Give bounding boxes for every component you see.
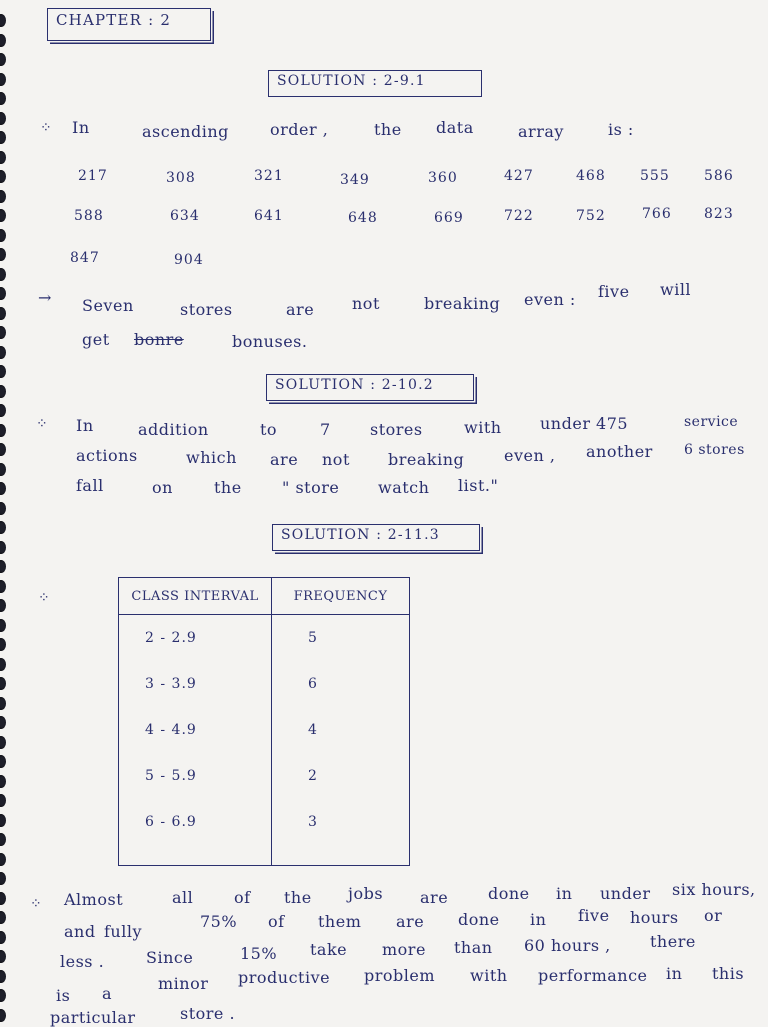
paragraph-word: less . xyxy=(60,952,105,971)
binder-hole xyxy=(0,365,6,378)
solution-2-word: which xyxy=(186,448,237,467)
paragraph-word: in xyxy=(530,910,547,929)
conclusion-word: not xyxy=(352,294,380,313)
paragraph-word: all xyxy=(172,888,194,907)
paragraph-word: Since xyxy=(146,948,194,967)
paragraph-word: than xyxy=(454,938,493,957)
class-interval-cell: 4 - 4.9 xyxy=(145,722,197,738)
paragraph-word: particular xyxy=(50,1008,136,1027)
binder-hole xyxy=(0,950,6,963)
paragraph-word: Almost xyxy=(64,890,124,909)
solution-2-word: stores xyxy=(370,420,423,439)
binder-hole xyxy=(0,970,6,983)
binder-hole xyxy=(0,73,6,86)
paragraph-word: in xyxy=(666,964,683,983)
solution-2-word: not xyxy=(322,450,350,469)
conclusion-word: breaking xyxy=(424,294,501,313)
binder-hole xyxy=(0,755,6,768)
solution-2-word: list." xyxy=(458,476,499,495)
binder-hole xyxy=(0,92,6,105)
binder-hole xyxy=(0,404,6,417)
binder-hole xyxy=(0,911,6,924)
binder-hole xyxy=(0,326,6,339)
binder-hole xyxy=(0,814,6,827)
class-interval-cell: 2 - 2.9 xyxy=(145,630,197,646)
paragraph-word: and xyxy=(64,922,96,941)
binder-hole xyxy=(0,638,6,651)
paragraph-word: under xyxy=(600,884,651,903)
paragraph-word: jobs xyxy=(348,884,384,903)
array-value: 634 xyxy=(170,208,200,224)
solution-2-word: 6 stores xyxy=(684,442,745,458)
paragraph-word: is xyxy=(56,986,71,1005)
arrow-symbol: → xyxy=(38,288,52,307)
paragraph-word: productive xyxy=(238,968,331,987)
binder-hole xyxy=(0,541,6,554)
binder-hole xyxy=(0,14,6,27)
binder-hole xyxy=(0,268,6,281)
binder-hole xyxy=(0,697,6,710)
conclusion-word: get xyxy=(82,330,110,349)
conclusion-word: bonuses. xyxy=(232,332,308,351)
bullet-symbol: ⁘ xyxy=(36,416,48,432)
frequency-cell: 3 xyxy=(308,814,318,830)
binder-hole xyxy=(0,931,6,944)
solution-2-word: " store xyxy=(282,478,340,497)
binder-hole xyxy=(0,989,6,1002)
array-value: 766 xyxy=(642,206,672,222)
binder-holes xyxy=(0,0,14,1024)
binder-hole xyxy=(0,229,6,242)
binder-hole xyxy=(0,424,6,437)
solution-2-word: actions xyxy=(76,446,138,465)
binder-hole xyxy=(0,463,6,476)
array-value: 588 xyxy=(74,208,104,224)
binder-hole xyxy=(0,892,6,905)
binder-hole xyxy=(0,775,6,788)
paragraph-word: this xyxy=(712,964,745,983)
binder-hole xyxy=(0,521,6,534)
array-value: 722 xyxy=(504,208,534,224)
solution-2-word: addition xyxy=(138,420,209,439)
binder-hole xyxy=(0,794,6,807)
paragraph-word: them xyxy=(318,912,362,931)
conclusion-word: are xyxy=(286,300,315,319)
array-value: 669 xyxy=(434,210,464,226)
array-value: 321 xyxy=(254,168,284,184)
array-value: 586 xyxy=(704,168,734,184)
bullet-symbol: ⁘ xyxy=(40,120,52,136)
solution-3-title: SOLUTION : 2-11.3 xyxy=(272,524,480,551)
frequency-cell: 5 xyxy=(308,630,318,646)
paragraph-word: store . xyxy=(180,1004,236,1023)
binder-hole xyxy=(0,151,6,164)
conclusion-word: Seven xyxy=(82,296,134,315)
solution-2-word: to xyxy=(260,420,278,439)
binder-hole xyxy=(0,872,6,885)
solution-2-title: SOLUTION : 2-10.2 xyxy=(266,374,474,401)
table-bottom-spacer xyxy=(272,845,410,865)
table-bottom-spacer xyxy=(119,845,272,865)
array-value: 641 xyxy=(254,208,284,224)
paragraph-word: of xyxy=(268,912,285,931)
paragraph-word: are xyxy=(420,888,449,907)
frequency-table xyxy=(118,577,410,866)
binder-hole xyxy=(0,833,6,846)
paragraph-word: 15% xyxy=(240,944,278,963)
solution-2-word: breaking xyxy=(388,450,465,469)
binder-hole xyxy=(0,190,6,203)
binder-hole xyxy=(0,170,6,183)
array-value: 847 xyxy=(70,250,100,266)
class-interval-column xyxy=(119,615,272,846)
paragraph-word: the xyxy=(284,888,312,907)
binder-hole xyxy=(0,736,6,749)
frequency-column xyxy=(272,615,410,846)
binder-hole xyxy=(0,307,6,320)
conclusion-word: will xyxy=(660,280,692,299)
binder-hole xyxy=(0,112,6,125)
chapter-heading: CHAPTER : 2 xyxy=(47,8,211,41)
binder-hole xyxy=(0,443,6,456)
bullet-symbol: ⁘ xyxy=(30,896,42,912)
solution-2-word: watch xyxy=(378,478,430,497)
intro-word: order , xyxy=(270,120,329,139)
solution-2-word: with xyxy=(464,418,502,437)
binder-hole xyxy=(0,53,6,66)
binder-hole xyxy=(0,209,6,222)
solution-2-word: fall xyxy=(76,476,104,495)
binder-hole xyxy=(0,287,6,300)
paragraph-word: six hours, xyxy=(672,880,756,899)
conclusion-word: even : xyxy=(524,290,576,309)
table-header-class-interval: CLASS INTERVAL xyxy=(119,578,272,615)
array-value: 752 xyxy=(576,208,606,224)
paragraph-word: a xyxy=(102,984,113,1003)
bullet-symbol: ⁘ xyxy=(38,590,50,606)
paragraph-word: 60 hours , xyxy=(524,936,611,955)
array-value: 904 xyxy=(174,252,204,268)
solution-2-word: under 475 xyxy=(540,414,629,433)
binder-hole xyxy=(0,346,6,359)
solution-2-word: In xyxy=(76,416,94,435)
paragraph-word: performance xyxy=(538,966,648,985)
intro-word: data xyxy=(436,118,474,137)
array-value: 468 xyxy=(576,168,606,184)
table-header-frequency: FREQUENCY xyxy=(272,578,410,615)
paragraph-word: problem xyxy=(364,966,436,985)
binder-hole xyxy=(0,1009,6,1022)
paragraph-word: done xyxy=(458,910,500,929)
intro-word: In xyxy=(72,118,90,137)
paragraph-word: done xyxy=(488,884,530,903)
paragraph-word: in xyxy=(556,884,573,903)
binder-hole xyxy=(0,599,6,612)
binder-hole xyxy=(0,716,6,729)
paragraph-word: or xyxy=(704,906,723,925)
solution-2-word: 7 xyxy=(320,420,331,439)
frequency-cell: 6 xyxy=(308,676,318,692)
paragraph-word: of xyxy=(234,888,251,907)
paragraph-word: five xyxy=(578,906,610,925)
solution-1-title: SOLUTION : 2-9.1 xyxy=(268,70,482,97)
binder-hole xyxy=(0,677,6,690)
paragraph-word: take xyxy=(310,940,348,959)
paragraph-word: fully xyxy=(104,922,142,941)
solution-2-word: service xyxy=(684,414,739,430)
paragraph-word: hours xyxy=(630,908,679,927)
binder-hole xyxy=(0,131,6,144)
binder-hole xyxy=(0,385,6,398)
paragraph-word: there xyxy=(650,932,696,951)
solution-2-word: another xyxy=(586,442,653,461)
solution-2-word: the xyxy=(214,478,242,497)
intro-word: the xyxy=(374,120,402,139)
solution-2-word: are xyxy=(270,450,299,469)
array-value: 360 xyxy=(428,170,458,186)
binder-hole xyxy=(0,502,6,515)
frequency-cell: 2 xyxy=(308,768,318,784)
binder-hole xyxy=(0,248,6,261)
array-value: 427 xyxy=(504,168,534,184)
paragraph-word: more xyxy=(382,940,426,959)
paragraph-word: with xyxy=(470,966,508,985)
binder-hole xyxy=(0,853,6,866)
struck-word: bonre xyxy=(134,330,184,349)
binder-hole xyxy=(0,482,6,495)
class-interval-cell: 6 - 6.9 xyxy=(145,814,197,830)
binder-hole xyxy=(0,560,6,573)
frequency-cell: 4 xyxy=(308,722,318,738)
binder-hole xyxy=(0,580,6,593)
intro-word: array xyxy=(518,122,564,141)
array-value: 555 xyxy=(640,168,670,184)
conclusion-word: five xyxy=(598,282,630,301)
array-value: 823 xyxy=(704,206,734,222)
class-interval-cell: 3 - 3.9 xyxy=(145,676,197,692)
binder-hole xyxy=(0,619,6,632)
intro-word: ascending xyxy=(142,122,229,141)
paragraph-word: are xyxy=(396,912,425,931)
array-value: 648 xyxy=(348,210,378,226)
array-value: 308 xyxy=(166,170,196,186)
paragraph-word: 75% xyxy=(200,912,238,931)
intro-word: is : xyxy=(608,120,634,139)
array-value: 217 xyxy=(78,168,108,184)
paragraph-word: minor xyxy=(158,974,209,993)
solution-2-word: even , xyxy=(504,446,556,465)
class-interval-cell: 5 - 5.9 xyxy=(145,768,197,784)
conclusion-word: stores xyxy=(180,300,233,319)
binder-hole xyxy=(0,34,6,47)
binder-hole xyxy=(0,658,6,671)
array-value: 349 xyxy=(340,172,370,188)
solution-2-word: on xyxy=(152,478,173,497)
